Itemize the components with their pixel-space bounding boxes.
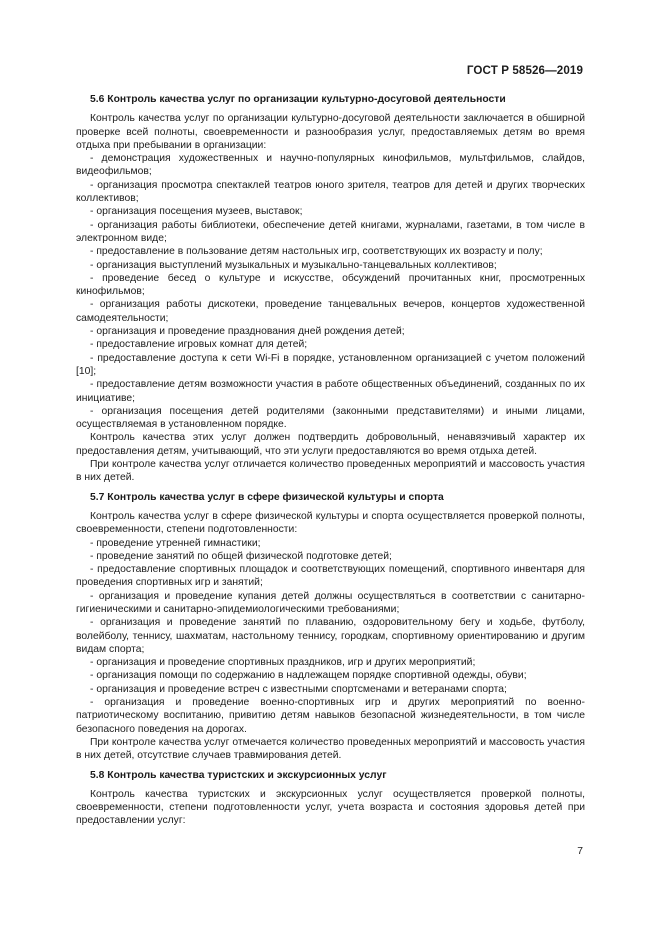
list-item: - организация и проведение встреч с известными спортсменами и ветеранами спорта;: [90, 683, 507, 695]
document-number: ГОСТ Р 58526—2019: [466, 64, 583, 77]
paragraph: Контроль качества туристских и экскурсионных услуг осуществляется проверкой полноты, своевременности, степени подготовленности услуг, учета возраста и состояния здоровья детей при предоставлении услуг:: [76, 788, 585, 827]
page-number: 7: [577, 846, 583, 857]
paragraph: Контроль качества этих услуг должен подтвердить добровольный, ненавязчивый характер их предоставления детям, учитывающий, что эти услуги предоставляются во время отдыха детей.: [76, 432, 585, 457]
list-item: - предоставление детям возможности участия в работе общественных объединений, созданных по их инициативе;: [76, 379, 585, 404]
section-heading-5-6: 5.6 Контроль качества услуг по организации культурно-досуговой деятельности: [90, 94, 506, 105]
list-item: - организация и проведение купания детей должны осуществляться в соответствии с санитарно-гигиеническими и санитарно-эпидемиологическими требованиями;: [76, 590, 585, 615]
paragraph: Контроль качества услуг по организации культурно-досуговой деятельности заключается в обширной проверке всей полноты, своевременности и разнообразия услуг, предоставляемых детям во время отдыха при пребывании в организации:: [76, 113, 585, 151]
list-item: - организация и проведение занятий по плаванию, оздоровительному бегу и ходьбе, футболу, волейболу, теннису, шахматам, настольному теннису, городкам, спортивному ориентированию и другим видам спорта;: [76, 617, 585, 655]
paragraph: Контроль качества услуг в сфере физической культуры и спорта осуществляется проверкой полноты, своевременности, степени подготовленности:: [76, 510, 585, 536]
paragraph: При контроле качества услуг отличается количество проведенных мероприятий и массовость участия в них детей.: [76, 459, 585, 484]
page-content: [76, 93, 585, 828]
list-item: - организация и проведение празднования дней рождения детей;: [90, 326, 405, 338]
list-item: - предоставление доступа к сети Wi-Fi в порядке, установленном организацией с учетом положений [10];: [76, 352, 585, 377]
list-item: - организация работы дискотеки, проведение танцевальных вечеров, концертов художественной самодеятельности;: [76, 299, 585, 324]
list-item: - организация просмотра спектаклей театров юного зрителя, театров для детей и других творческих коллективов;: [76, 179, 585, 205]
list-item: - организация помощи по содержанию в надлежащем порядке спортивной одежды, обуви;: [90, 670, 527, 682]
list-item: - организация посещения музеев, выставок;: [90, 206, 303, 218]
list-item: - предоставление спортивных площадок и соответствующих помещений, спортивного инвентаря для проведения спортивных игр и занятий;: [76, 564, 585, 589]
list-item: - организация работы библиотеки, обеспечение детей книгами, журналами, газетами, в том числе в электронном виде;: [76, 219, 585, 244]
list-item: - демонстрация художественных и научно-популярных кинофильмов, мультфильмов, слайдов, видеофильмов;: [76, 153, 585, 178]
list-item: - проведение утренней гимнастики;: [90, 537, 261, 549]
list-item: - предоставление игровых комнат для детей;: [90, 339, 308, 351]
section-heading-5-7: 5.7 Контроль качества услуг в сфере физической культуры и спорта: [90, 491, 444, 503]
paragraph: При контроле качества услуг отмечается количество проведенных мероприятий и массовость участия в них детей, отсутствие случаев травмирования детей.: [76, 736, 585, 762]
list-item: - проведение занятий по общей физической подготовке детей;: [90, 550, 392, 562]
list-item: - организация и проведение военно-спортивных игр и других мероприятий по военно-патриотическому воспитанию, привитию детям навыков безопасной жизнедеятельности, в том числе безопасного поведения на дорогах.: [76, 697, 585, 735]
section-heading-5-8: 5.8 Контроль качества туристских и экскурсионных услуг: [90, 769, 387, 781]
list-item: - организация и проведение спортивных праздников, игр и других мероприятий;: [90, 657, 476, 669]
list-item: - организация посещения детей родителями (законными представителями) и иными лицами, осуществляемая в установленном порядке.: [76, 405, 585, 431]
list-item: - организация выступлений музыкальных и музыкально-танцевальных коллективов;: [90, 259, 497, 271]
list-item: - проведение бесед о культуре и искусстве, обсуждений прочитанных книг, просмотренных кинофильмов;: [76, 272, 585, 298]
list-item: - предоставление в пользование детям настольных игр, соответствующих их возрасту и полу;: [90, 246, 543, 258]
